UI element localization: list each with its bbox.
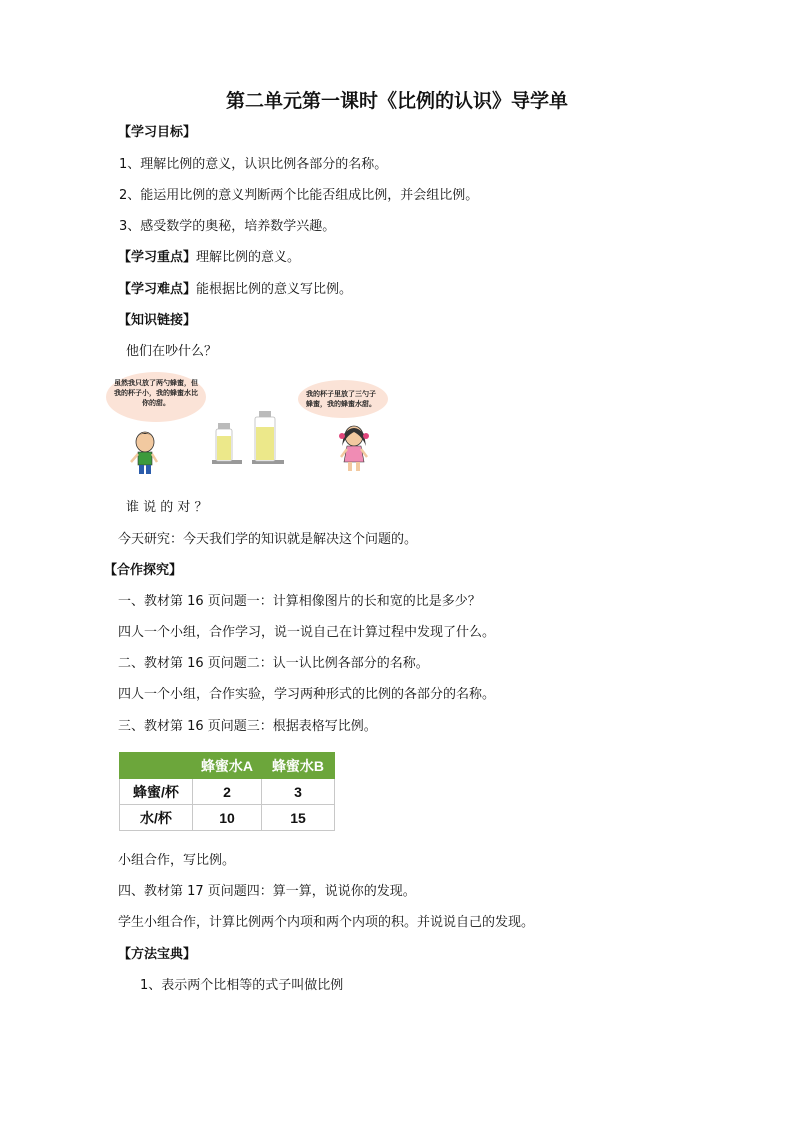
who-is-right: 谁 说 的 对 ？ (126, 500, 208, 515)
difficulty-text: 能根据比例的意义写比例。 (196, 282, 353, 297)
goal-item-1: 1、理解比例的意义，认识比例各部分的名称。 (119, 157, 388, 172)
small-bottle (212, 423, 242, 464)
explore-line-5: 三、教材第 16 页问题三：根据表格写比例。 (118, 719, 377, 734)
table-cell: 3 (262, 779, 335, 805)
honey-water-table (119, 752, 335, 831)
explore-line-2: 四人一个小组，合作学习，说一说自己在计算过程中发现了什么。 (118, 625, 496, 640)
table-cell: 2 (193, 779, 262, 805)
table-row (120, 779, 335, 805)
table-cell: 15 (262, 805, 335, 831)
key-point-text: 理解比例的意义。 (196, 250, 301, 265)
key-point (118, 249, 300, 267)
goal-item-2: 2、能运用比例的意义判断两个比能否组成比例，并会组比例。 (119, 188, 479, 203)
girl-figure (339, 426, 369, 471)
explore-line-3: 二、教材第 16 页问题二：认一认比例各部分的名称。 (118, 656, 429, 671)
page-title: 第二单元第一课时《比例的认识》导学单 (225, 90, 568, 112)
table-header-cell (120, 753, 193, 779)
explore-line-1: 一、教材第 16 页问题一：计算相像图片的长和宽的比是多少？ (118, 594, 481, 609)
scene-drawing (100, 372, 430, 482)
goals-header: 【学习目标】 (118, 125, 197, 140)
table-cell: 蜂蜜/杯 (120, 779, 193, 805)
method-header: 【方法宝典】 (118, 947, 197, 962)
after-line-2: 四、教材第 17 页问题四：算一算，说说你的发现。 (118, 884, 416, 899)
goal-item-3: 3、感受数学的奥秘，培养数学兴趣。 (119, 219, 336, 234)
table-header-cell: 蜂蜜水A (193, 753, 262, 779)
after-line-1: 小组合作，写比例。 (118, 853, 236, 868)
table-row (120, 805, 335, 831)
after-line-3: 学生小组合作，计算比例两个内项和两个内项的积。并说说自己的发现。 (118, 915, 535, 930)
explore-header: 【合作探究】 (104, 563, 183, 578)
table-cell: 10 (193, 805, 262, 831)
difficulty (118, 281, 352, 299)
boy-figure (131, 432, 157, 474)
today-research: 今天研究：今天我们学的知识就是解决这个问题的。 (118, 532, 418, 547)
boy-speech-text: 虽然我只放了两勺蜂蜜，但我的杯子小，我的蜂蜜水比你的甜。 (114, 379, 198, 407)
difficulty-header: 【学习难点】 (118, 282, 197, 297)
table-header-row (120, 753, 335, 779)
girl-speech-text: 我的杯子里放了三勺子蜂蜜，我的蜂蜜水甜。 (306, 390, 376, 408)
table-header-cell: 蜂蜜水B (262, 753, 335, 779)
key-point-header: 【学习重点】 (118, 250, 197, 265)
table-cell: 水/杯 (120, 805, 193, 831)
honey-water-illustration (100, 372, 430, 482)
link-question: 他们在吵什么？ (126, 344, 218, 359)
explore-line-4: 四人一个小组，合作实验，学习两种形式的比例的各部分的名称。 (118, 687, 496, 702)
method-item-1: 1、表示两个比相等的式子叫做比例 (140, 978, 344, 993)
link-header: 【知识链接】 (118, 313, 197, 328)
big-bottle (252, 411, 284, 464)
